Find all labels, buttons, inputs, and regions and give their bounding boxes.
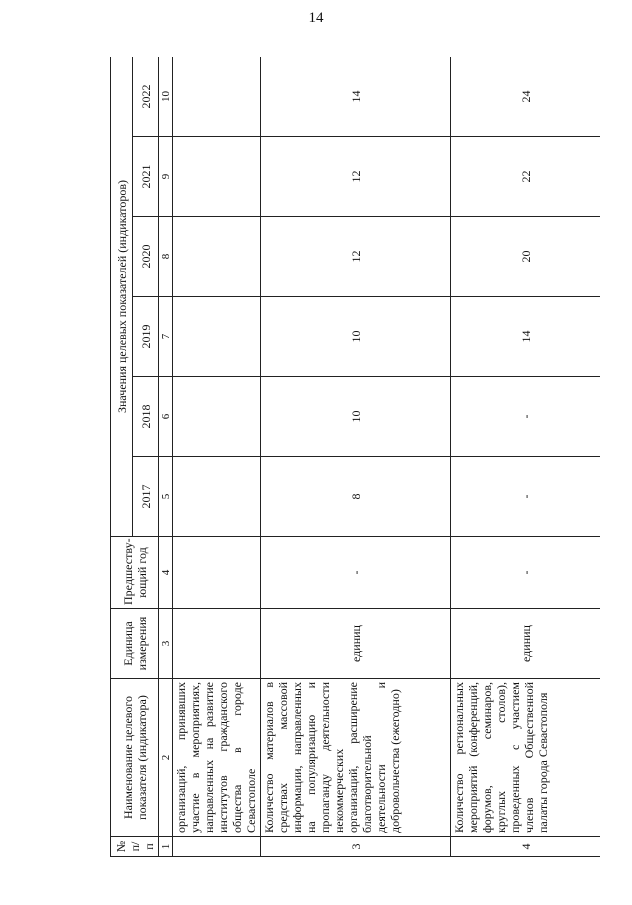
column-index-row (159, 57, 173, 857)
row-indicator-name: организаций, принявших участие в мероприятиях, направленных на развитие институтов гражданского общества в городе Севастополе (173, 679, 261, 837)
column-index: 6 (159, 377, 173, 457)
column-index: 2 (159, 679, 173, 837)
table-row (261, 57, 451, 857)
header-name: Наименование целевого показателя (индикатора) (111, 679, 159, 837)
header-values-group: Значения целевых показателей (индикаторов) (111, 57, 133, 537)
header-year-2021: 2021 (133, 137, 159, 217)
header-year-2022: 2022 (133, 57, 159, 137)
row-value-2020 (173, 217, 261, 297)
column-index: 10 (159, 57, 173, 137)
row-value-2018 (173, 377, 261, 457)
row-prev-year: - (261, 537, 451, 609)
row-num: 4 (451, 837, 601, 857)
row-value-2021 (173, 137, 261, 217)
table-row (173, 57, 261, 857)
row-value-2021: 12 (261, 137, 451, 217)
row-value-2017: 8 (261, 457, 451, 537)
row-unit: единиц (261, 609, 451, 679)
column-index: 7 (159, 297, 173, 377)
row-value-2022: 14 (261, 57, 451, 137)
row-prev-year: - (451, 537, 601, 609)
header-num: № п/п (111, 837, 159, 857)
indicator-table-container (110, 57, 600, 857)
row-value-2021: 22 (451, 137, 601, 217)
row-value-2020: 20 (451, 217, 601, 297)
header-year-2018: 2018 (133, 377, 159, 457)
row-indicator-name: Количество материалов в средствах массовой информации, направленных на популяризацию и пропаганду деятельности некоммерческих организаций, расширение благотворительной деятельности и добровольчества (ежегодно) (261, 679, 451, 837)
row-value-2017 (173, 457, 261, 537)
header-unit: Единица измерения (111, 609, 159, 679)
row-value-2019: 14 (451, 297, 601, 377)
row-value-2022 (173, 57, 261, 137)
header-prev-year: Предшеству-ющий год (111, 537, 159, 609)
row-num (173, 837, 261, 857)
column-index: 4 (159, 537, 173, 609)
header-year-2020: 2020 (133, 217, 159, 297)
column-index: 3 (159, 609, 173, 679)
row-value-2018: 10 (261, 377, 451, 457)
row-value-2018: - (451, 377, 601, 457)
column-index: 1 (159, 837, 173, 857)
row-unit: единиц (451, 609, 601, 679)
column-index: 8 (159, 217, 173, 297)
header-year-2019: 2019 (133, 297, 159, 377)
row-value-2019: 10 (261, 297, 451, 377)
header-row-1 (111, 57, 133, 857)
row-unit (173, 609, 261, 679)
target-indicators-table (110, 57, 600, 857)
row-indicator-name: Количество региональных мероприятий (конференций, форумов, семинаров, круглых столов), проведенных с участием членов Общественной палаты города Севастополя (451, 679, 601, 837)
row-value-2020: 12 (261, 217, 451, 297)
column-index: 5 (159, 457, 173, 537)
row-prev-year (173, 537, 261, 609)
row-value-2017: - (451, 457, 601, 537)
column-index: 9 (159, 137, 173, 217)
row-value-2019 (173, 297, 261, 377)
row-num: 3 (261, 837, 451, 857)
header-year-2017: 2017 (133, 457, 159, 537)
page-number: 14 (308, 10, 324, 26)
table-row (451, 57, 601, 857)
row-value-2022: 24 (451, 57, 601, 137)
rotated-table-frame (110, 57, 600, 857)
